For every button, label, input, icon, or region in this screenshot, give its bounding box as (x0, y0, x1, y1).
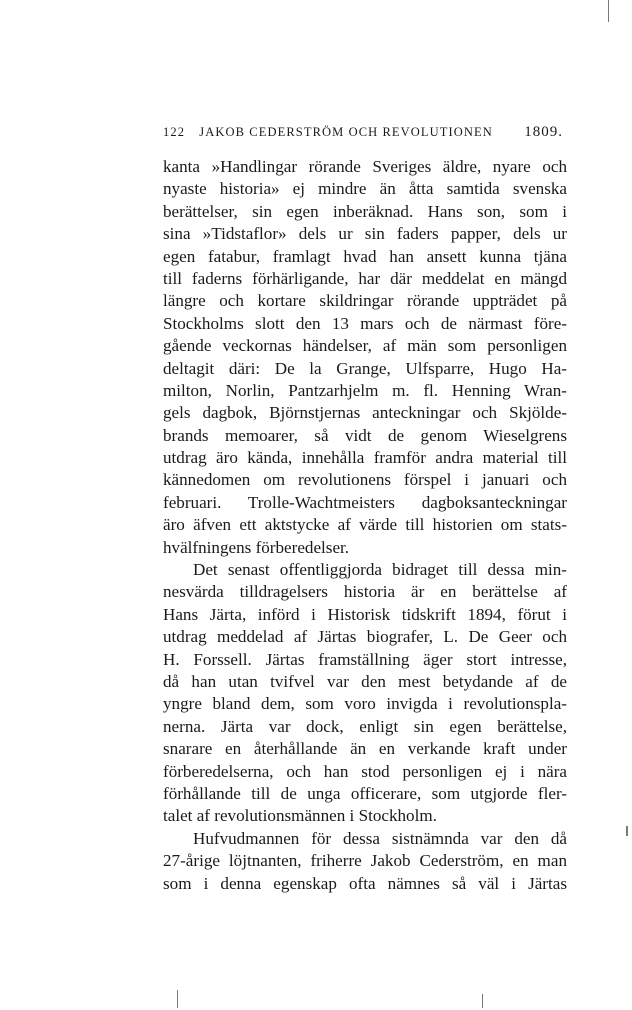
text-line: utdrag meddelad af Järtas biografer, L. De Geer och (163, 627, 567, 647)
page-number: 122 (163, 125, 186, 139)
text-line: förberedelserna, och han stod personligen ej i nära (163, 761, 567, 781)
running-title: JAKOB CEDERSTRÖM OCH REVOLUTIONEN (199, 125, 493, 139)
text-line: milton, Norlin, Pantzarhjelm m. fl. Henning Wran- (163, 380, 567, 400)
text-line: talet af revolutionsmännen i Stockholm. (163, 806, 437, 826)
text-line: då han utan tvifvel var den mest betydande af de (163, 671, 567, 691)
scan-edge-mark (608, 0, 609, 22)
running-header (163, 120, 563, 144)
text-line: gående veckornas händelser, af män som personligen (163, 336, 567, 356)
text-line: Hans Järta, införd i Historisk tidskrift 1894, förut i (163, 604, 567, 624)
text-line: Hufvudmannen för dessa sistnämnda var den då (193, 828, 567, 848)
text-line: berättelser, sin egen inberäknad. Hans son, som i (163, 201, 567, 221)
text-line: sina »Tidstaflor» dels ur sin faders papper, dels ur (163, 224, 567, 244)
text-line: nyaste historia» ej mindre än åtta samtida svenska (163, 179, 567, 199)
scan-edge-mark (482, 994, 483, 1008)
text-line: kanta »Handlingar rörande Sveriges äldre, nyare och (163, 157, 567, 176)
text-line: egen fatabur, framlagt hvad han ansett kunna tjäna (163, 246, 567, 266)
text-line: kännedomen om revolutionens förspel i januari och (163, 470, 567, 490)
text-line: längre och kortare skildringar rörande uppträdet på (163, 291, 567, 311)
text-line: H. Forssell. Järtas framställning äger stort intresse, (163, 649, 567, 669)
text-line: som i denna egenskap ofta nämnes så väl i Järtas (163, 873, 567, 893)
text-line: utdrag äro kända, innehålla framför andra material till (163, 448, 567, 468)
text-line: 27-årige löjtnanten, friherre Jakob Cederström, en man (163, 851, 567, 871)
text-line: deltagit däri: De la Grange, Ulfsparre, Hugo Ha- (163, 358, 567, 378)
scan-edge-mark (177, 990, 178, 1008)
text-line: till faderns förhärligande, har där meddelat en mängd (163, 268, 567, 288)
text-line: hvälfningens förberedelser. (163, 537, 350, 557)
text-line: Stockholms slott den 13 mars och de närmast före- (163, 313, 567, 333)
text-line: februari. Trolle-Wachtmeisters dagboksanteckningar (163, 492, 567, 512)
text-line: snarare en återhållande än en verkande kraft under (163, 739, 567, 759)
text-line: nesvärda tilldragelsers historia är en berättelse af (163, 582, 567, 602)
header-year: 1809. (524, 124, 563, 140)
text-line: brands memoarer, så vidt de genom Wieselgrens (163, 425, 567, 445)
scan-edge-mark (626, 826, 628, 836)
text-line: yngre bland dem, som voro invigda i revolutionspla- (163, 694, 567, 714)
text-line: gels dagbok, Björnstjernas anteckningar och Skjölde- (163, 403, 567, 423)
text-line: Det senast offentliggjorda bidraget till dessa min- (193, 560, 567, 580)
text-line: äro äfven ett aktstycke af värde till historien om stats- (163, 515, 567, 535)
text-line: förhållande till de unga officerare, som utgjorde fler- (163, 783, 567, 803)
text-line: nerna. Järta var dock, enligt sin egen berättelse, (163, 716, 567, 736)
body-text (163, 156, 567, 895)
